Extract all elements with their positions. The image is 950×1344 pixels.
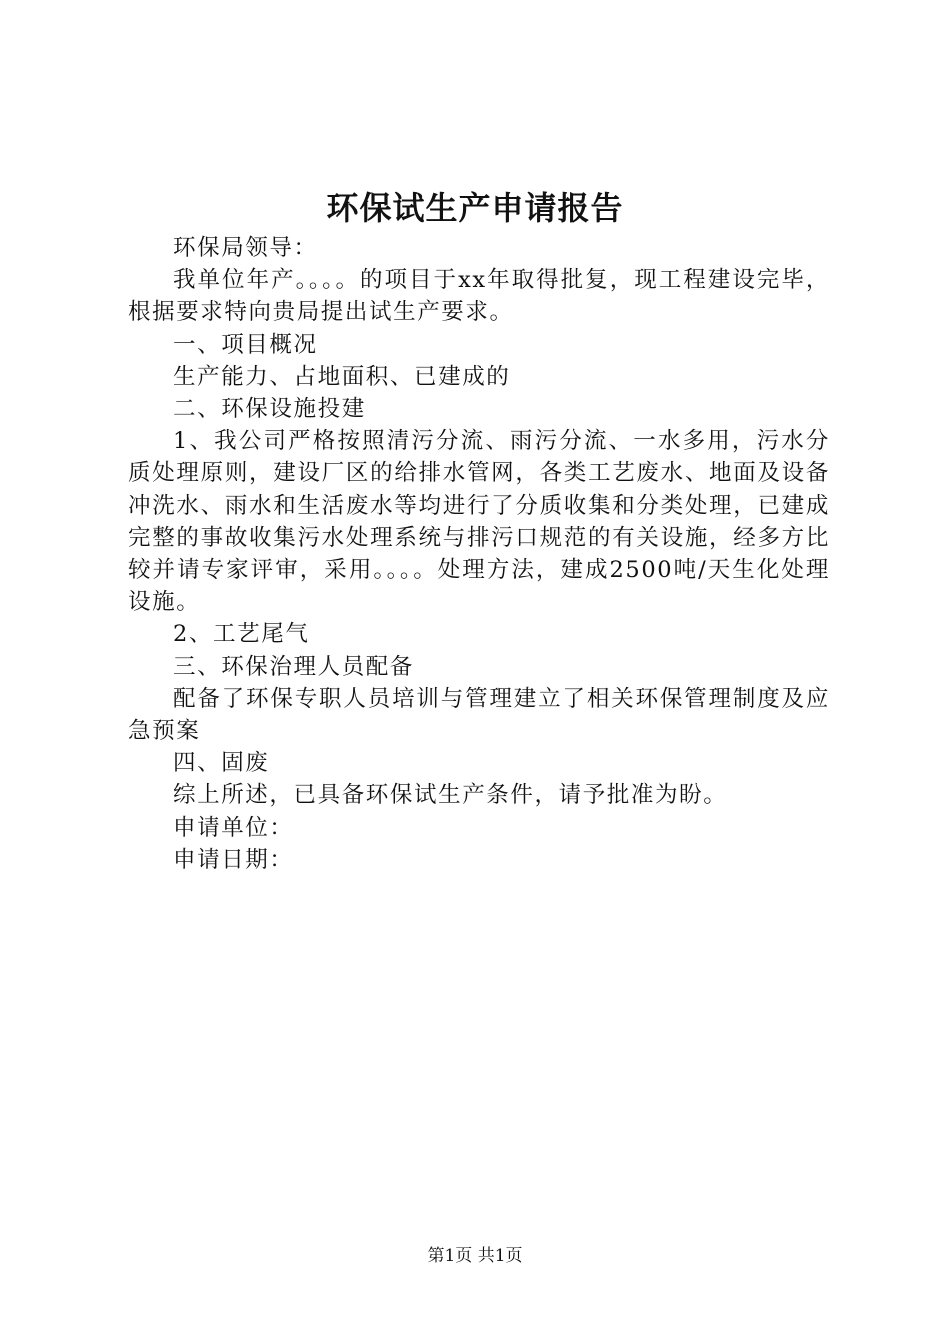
personnel-text: 配备了环保专职人员培训与管理建立了相关环保管理制度及应急预案 (128, 685, 830, 745)
salutation: 环保局领导： (173, 235, 318, 261)
project-overview-text: 生产能力、占地面积、已建成的 (173, 363, 511, 390)
section-heading-solid-waste: 四、固废 (173, 750, 270, 777)
facilities-item-1: 1、我公司严格按照清污分流、雨污分流、一水多用，污水分质处理原则，建设厂区的给排水管网，各类工艺废水、地面及设备冲洗水、雨水和生活废水等均进行了分质收集和分类处理，已建成完整的事故收集污水处理系统与排污口规范的有关设施，经多方比较并请专家评审，采用。。。。处理方法，建成2500吨/天生化处理设施。 (128, 428, 830, 616)
conclusion-paragraph: 综上所述，已具备环保试生产条件，请予批准为盼。 (173, 782, 728, 809)
page-number-footer: 第1页 共1页 (427, 1246, 523, 1266)
applicant-unit: 申请单位： (173, 814, 294, 841)
intro-paragraph: 我单位年产。。。。的项目于xx年取得批复，现工程建设完毕，根据要求特向贵局提出试生产要求。 (128, 267, 830, 326)
application-date: 申请日期： (173, 846, 294, 873)
section-heading-project-overview: 一、项目概况 (173, 331, 318, 358)
facilities-item-2: 2、工艺尾气 (173, 621, 310, 648)
document-body (128, 232, 830, 876)
section-heading-personnel: 三、环保治理人员配备 (173, 653, 415, 680)
section-heading-facilities: 二、环保设施投建 (173, 396, 366, 423)
document-title: 环保试生产申请报告 (326, 189, 624, 227)
